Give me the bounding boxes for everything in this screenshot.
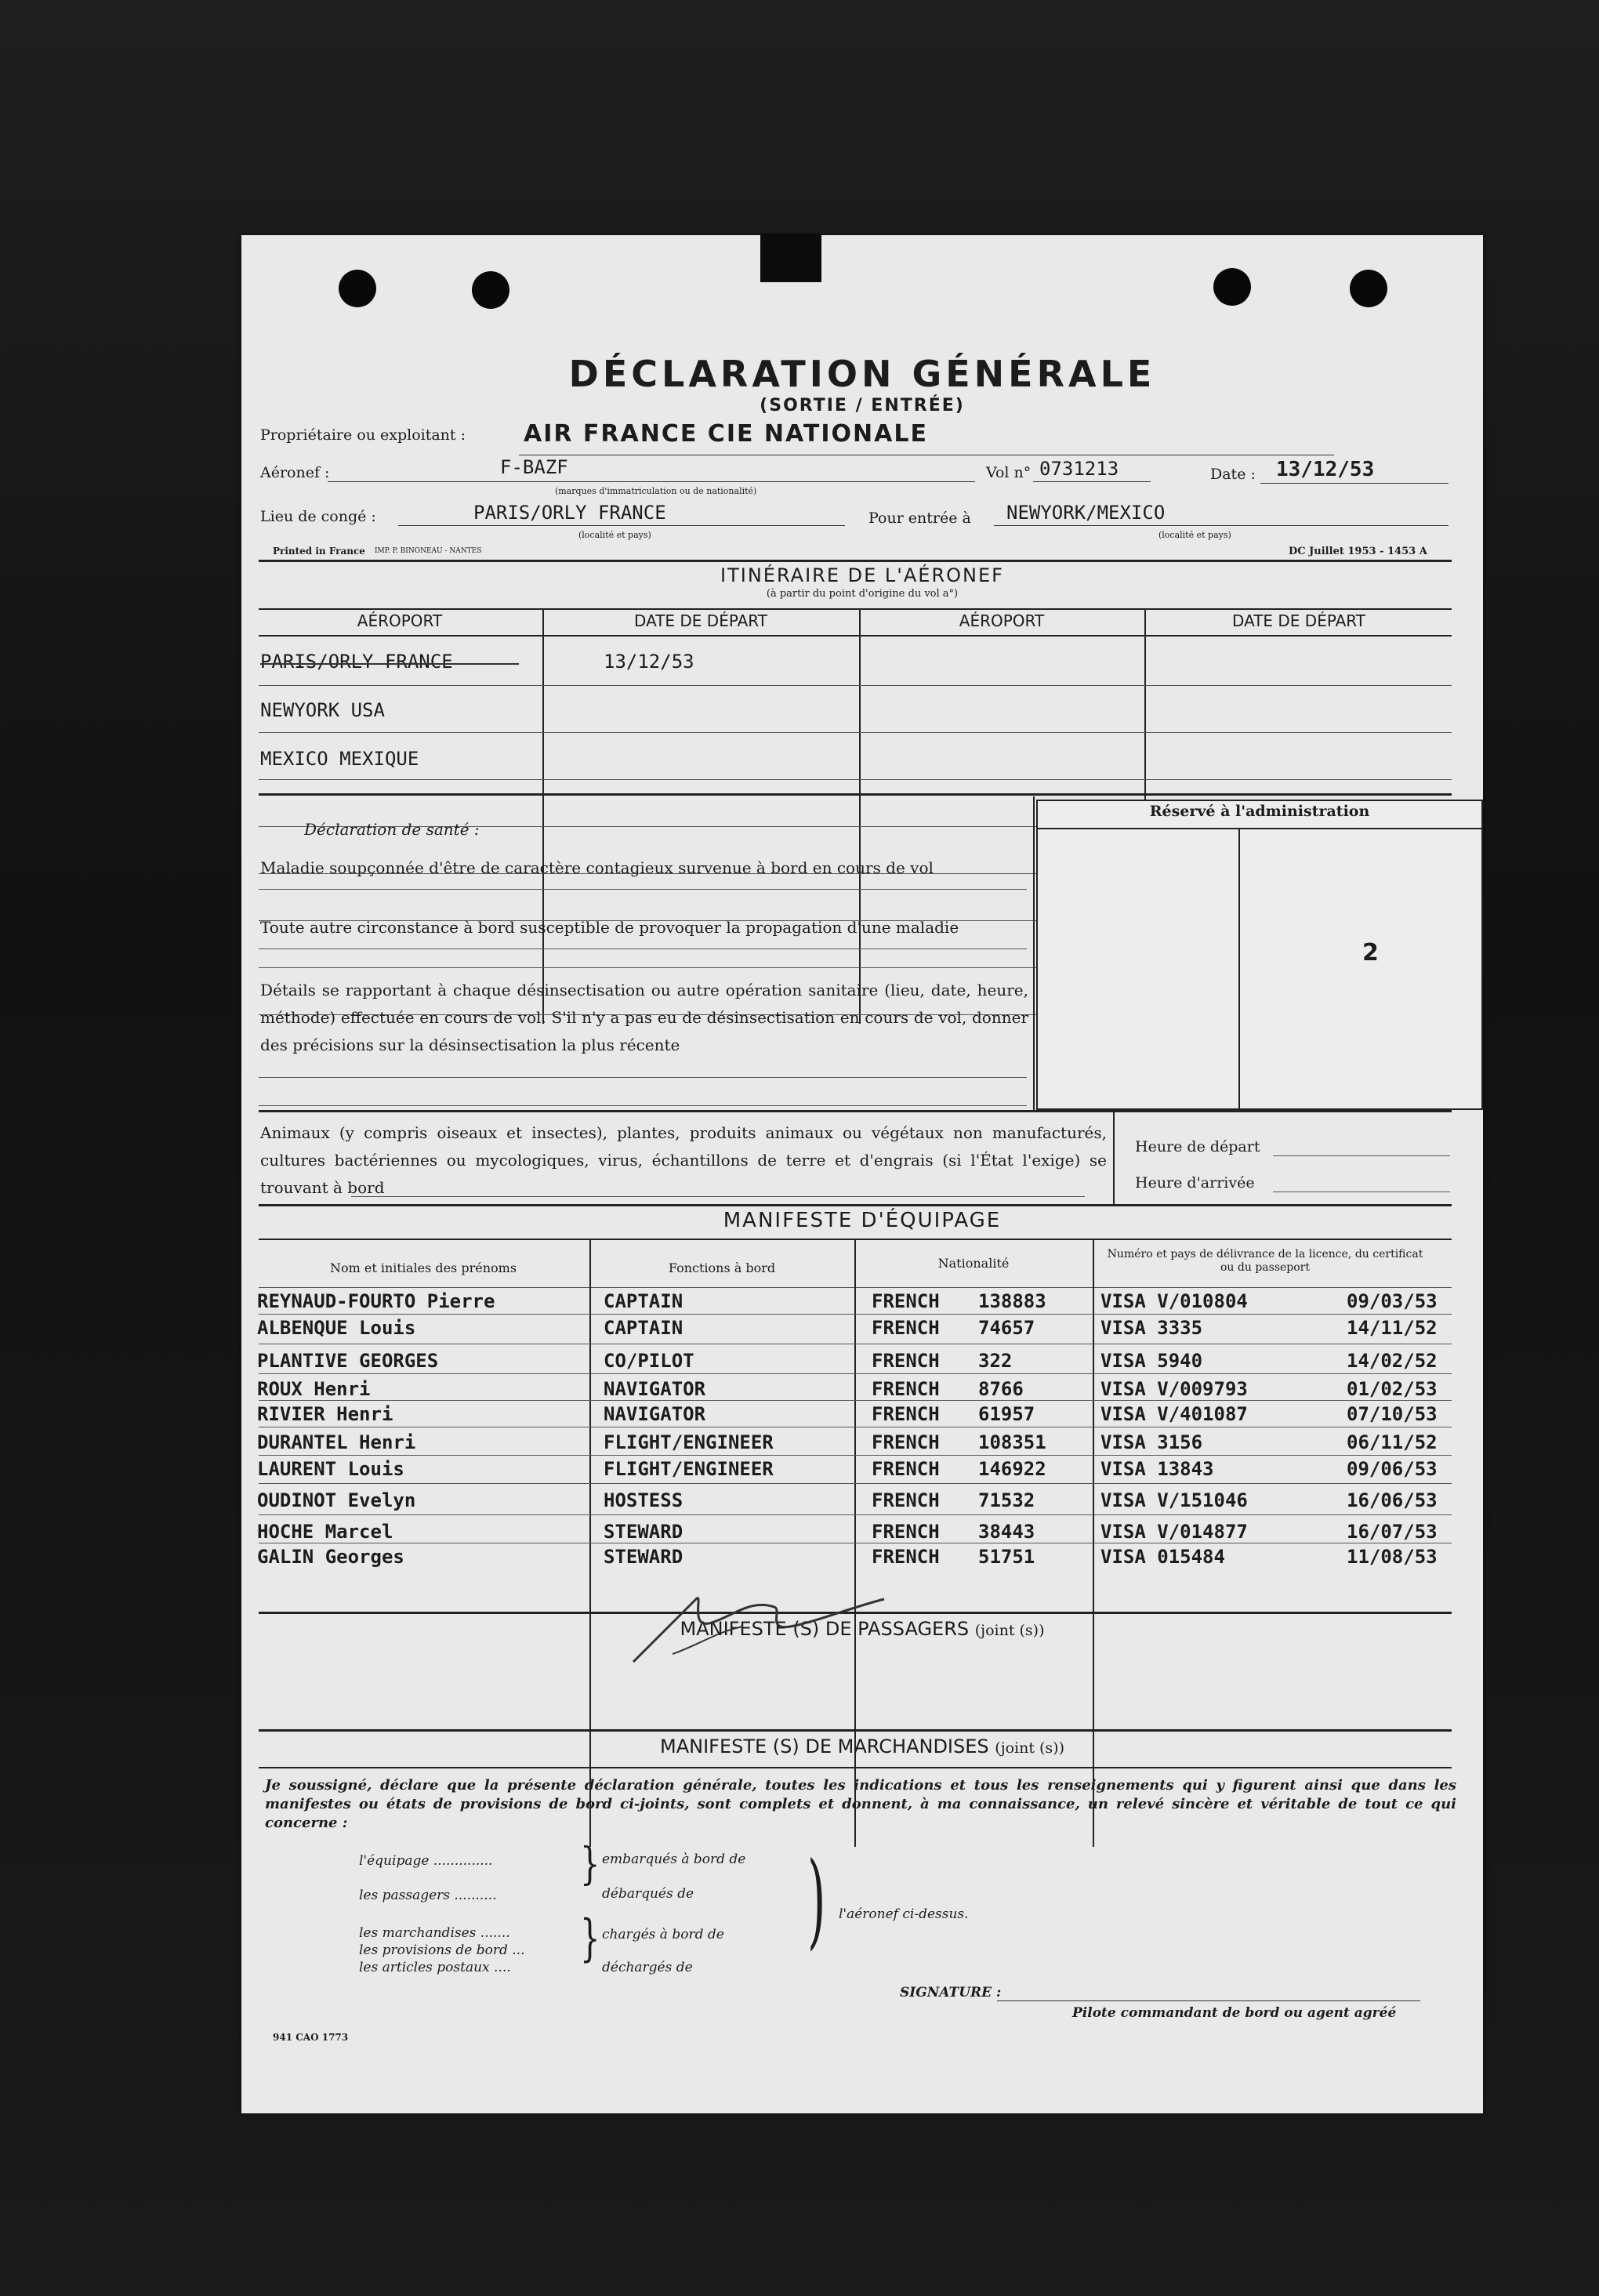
crew-function: HOSTESS (604, 1489, 683, 1511)
form-code: 941 CAO 1773 (273, 2032, 349, 2043)
crew-visa: VISA 5940 (1100, 1350, 1203, 1372)
crew-name: OUDINOT Evelyn (257, 1489, 416, 1511)
itinerary-date-1: 13/12/53 (604, 651, 694, 673)
col-licence: Numéro et pays de délivrance de la licence, du certificat ou du passeport (1107, 1248, 1423, 1274)
crew-function: CO/PILOT (604, 1350, 694, 1372)
owner-label: Propriétaire ou exploitant : (260, 426, 466, 444)
itinerary-airport-1: PARIS/ORLY FRANCE (260, 651, 453, 673)
decl-goods: les marchandises ....... (359, 1925, 510, 1941)
crew-name: ROUX Henri (257, 1378, 371, 1400)
decl-passengers: les passagers .......... (359, 1888, 497, 1903)
itinerary-title: ITINÉRAIRE DE L'AÉRONEF (720, 564, 1004, 586)
punch-hole (472, 271, 509, 309)
health-line-3: Détails se rapportant à chaque désinsectisation ou autre opération sanitaire (lieu, date, heure, méthode) effectuée en cours de vol. S'il n'y a pas eu de désinsectisation en cours de vol, donner des précisions sur la désinsectisation la plus récente (260, 981, 1028, 1054)
admin-box (1036, 800, 1483, 1110)
crew-number: 51751 (978, 1546, 1035, 1568)
crew-number: 322 (978, 1350, 1013, 1372)
clearance-label: Lieu de congé : (260, 508, 376, 525)
signature-note: Pilote commandant de bord ou agent agréé (1072, 2005, 1397, 2021)
col-airport-1: AÉROPORT (357, 611, 443, 630)
declaration-text: Je soussigné, déclare que la présente déclaration générale, toutes les indications et tous les renseignements qui y figurent ainsi que dans les manifestes ou états de provisions de bord ci-joints, sont complets et donnent, à ma connaissance, un relevé sincère et véritable de tout ce qui concerne : (265, 1777, 1456, 1831)
crew-number: 61957 (978, 1403, 1035, 1425)
decl-aircraft: l'aéronef ci-dessus. (839, 1906, 969, 1922)
crew-nationality: FRENCH (872, 1489, 940, 1511)
crew-visa: VISA 3335 (1100, 1317, 1203, 1339)
printed-in: Printed in France (273, 546, 365, 557)
entry-value: NEWYORK/MEXICO (1006, 502, 1166, 524)
crew-visa: VISA 015484 (1100, 1546, 1225, 1568)
decl-passengers-label: les passagers (359, 1888, 451, 1903)
crew-date: 14/02/52 (1347, 1350, 1438, 1372)
crew-number: 74657 (978, 1317, 1035, 1339)
col-name: Nom et initiales des prénoms (329, 1260, 517, 1275)
itinerary-airport-3: MEXICO MEXIQUE (260, 748, 419, 770)
dep-time-label: Heure de départ (1135, 1138, 1260, 1155)
decl-provisions: les provisions de bord ... (359, 1942, 525, 1958)
crew-date: 11/08/53 (1347, 1546, 1438, 1568)
crew-date: 09/03/53 (1347, 1290, 1438, 1312)
crew-date: 14/11/52 (1347, 1317, 1438, 1339)
crew-name: ALBENQUE Louis (257, 1317, 416, 1339)
crew-nationality: FRENCH (872, 1521, 940, 1543)
date-label: Date : (1210, 466, 1256, 483)
crew-title: MANIFESTE D'ÉQUIPAGE (723, 1209, 1002, 1232)
decl-provisions-label: les provisions de bord (359, 1942, 508, 1958)
crew-name: PLANTIVE GEORGES (257, 1350, 439, 1372)
crew-date: 16/07/53 (1347, 1521, 1438, 1543)
aircraft-value: F-BAZF (500, 456, 568, 478)
flight-label: Vol n° (986, 464, 1032, 481)
crew-nationality: FRENCH (872, 1546, 940, 1568)
crew-visa: VISA V/401087 (1100, 1403, 1248, 1425)
crew-date: 16/06/53 (1347, 1489, 1438, 1511)
crew-date: 01/02/53 (1347, 1378, 1438, 1400)
health-heading: Déclaration de santé : (304, 820, 480, 839)
punch-hole (1350, 270, 1387, 307)
crew-visa: VISA 3156 (1100, 1431, 1203, 1453)
handwritten-signature (625, 1583, 892, 1670)
decl-postal: les articles postaux .... (359, 1960, 511, 1975)
col-nationality: Nationalité (937, 1256, 1010, 1271)
decl-postal-label: les articles postaux (359, 1960, 490, 1975)
crew-date: 07/10/53 (1347, 1403, 1438, 1425)
crew-date: 09/06/53 (1347, 1458, 1438, 1480)
crew-visa: VISA V/014877 (1100, 1521, 1248, 1543)
crew-visa: VISA V/010804 (1100, 1290, 1248, 1312)
signature-label: SIGNATURE : (900, 1985, 1002, 2000)
big-brace: ) (807, 1841, 826, 1961)
flight-value: 0731213 (1039, 458, 1119, 480)
crew-number: 108351 (978, 1431, 1046, 1453)
crew-function: STEWARD (604, 1521, 683, 1543)
crew-name: RIVIER Henri (257, 1403, 393, 1425)
col-airport-2: AÉROPORT (959, 611, 1045, 630)
aircraft-label: Aéronef : (260, 464, 330, 481)
crew-name: GALIN Georges (257, 1546, 404, 1568)
arr-time-label: Heure d'arrivée (1135, 1174, 1255, 1192)
crew-number: 71532 (978, 1489, 1035, 1511)
goods-joint: (joint (s)) (995, 1739, 1065, 1757)
crew-function: FLIGHT/ENGINEER (604, 1431, 774, 1453)
crew-nationality: FRENCH (872, 1290, 940, 1312)
crew-nationality: FRENCH (872, 1350, 940, 1372)
crew-nationality: FRENCH (872, 1403, 940, 1425)
passengers-label: MANIFESTE (S) DE PASSAGERS (680, 1618, 970, 1640)
col-function: Fonctions à bord (668, 1260, 776, 1275)
crew-nationality: FRENCH (872, 1317, 940, 1339)
crew-function: CAPTAIN (604, 1317, 683, 1339)
punch-hole (1213, 268, 1251, 306)
animals-text: Animaux (y compris oiseaux et insectes), plantes, produits animaux ou végétaux non manufacturés, cultures bactériennes ou mycologiques, virus, échantillons de terre et d'engrais (si l'État l'exige) se trouvant à bord (260, 1123, 1107, 1197)
col-departure-1: DATE DE DÉPART (634, 611, 767, 630)
itinerary-airport-2: NEWYORK USA (260, 699, 385, 721)
decl-goods-label: les marchandises (359, 1925, 477, 1941)
crew-number: 146922 (978, 1458, 1046, 1480)
punch-hole (339, 270, 376, 307)
goods-label: MANIFESTE (S) DE MARCHANDISES (659, 1736, 989, 1757)
decl-crew: l'équipage .............. (359, 1853, 493, 1869)
crew-visa: VISA V/009793 (1100, 1378, 1248, 1400)
crew-date: 06/11/52 (1347, 1431, 1438, 1453)
aircraft-note: (marques d'immatriculation ou de nationalité) (555, 486, 757, 496)
clearance-value: PARIS/ORLY FRANCE (473, 502, 666, 524)
crew-function: NAVIGATOR (604, 1403, 706, 1425)
admin-number: 2 (1362, 939, 1379, 967)
binding-notch (760, 234, 821, 282)
document-title: DÉCLARATION GÉNÉRALE (568, 353, 1156, 395)
entry-note: (localité et pays) (1158, 530, 1231, 540)
crew-function: NAVIGATOR (604, 1378, 706, 1400)
crew-function: CAPTAIN (604, 1290, 683, 1312)
col-departure-2: DATE DE DÉPART (1232, 611, 1365, 630)
crew-visa: VISA 13843 (1100, 1458, 1214, 1480)
crew-number: 138883 (978, 1290, 1046, 1312)
itinerary-subtitle: (à partir du point d'origine du vol a°) (766, 588, 959, 600)
brace: } (580, 1910, 600, 1968)
form-ref: DC Juillet 1953 - 1453 A (1289, 546, 1427, 557)
date-value: 13/12/53 (1276, 458, 1375, 481)
crew-name: REYNAUD-FOURTO Pierre (257, 1290, 495, 1312)
document-page (241, 235, 1483, 2113)
crew-nationality: FRENCH (872, 1431, 940, 1453)
crew-nationality: FRENCH (872, 1378, 940, 1400)
crew-number: 8766 (978, 1378, 1024, 1400)
crew-function: STEWARD (604, 1546, 683, 1568)
crew-visa: VISA V/151046 (1100, 1489, 1248, 1511)
crew-name: HOCHE Marcel (257, 1521, 393, 1543)
document-subtitle: (SORTIE / ENTRÉE) (760, 396, 965, 415)
health-line-2: Toute autre circonstance à bord susceptible de provoquer la propagation d'une maladie (260, 918, 959, 937)
crew-function: FLIGHT/ENGINEER (604, 1458, 774, 1480)
brace: } (580, 1839, 600, 1891)
goods-title (241, 1736, 1483, 1757)
passengers-joint: (joint (s)) (974, 1622, 1045, 1639)
crew-name: LAURENT Louis (257, 1458, 404, 1480)
crew-name: DURANTEL Henri (257, 1431, 416, 1453)
decl-loaded: chargés à bord de (602, 1927, 724, 1942)
entry-label: Pour entrée à (868, 510, 971, 527)
crew-nationality: FRENCH (872, 1458, 940, 1480)
owner-value: AIR FRANCE CIE NATIONALE (524, 420, 928, 448)
decl-disembarked: débarqués de (602, 1886, 694, 1902)
health-line-1: Maladie soupçonnée d'être de caractère contagieux survenue à bord en cours de vol (260, 858, 934, 877)
admin-title: Réservé à l'administration (1149, 803, 1370, 820)
clearance-note: (localité et pays) (578, 530, 651, 540)
decl-crew-label: l'équipage (359, 1853, 430, 1869)
decl-embarked: embarqués à bord de (602, 1852, 746, 1867)
printer: IMP. P. BINONEAU - NANTES (375, 547, 482, 555)
decl-unloaded: déchargés de (602, 1960, 693, 1975)
crew-number: 38443 (978, 1521, 1035, 1543)
